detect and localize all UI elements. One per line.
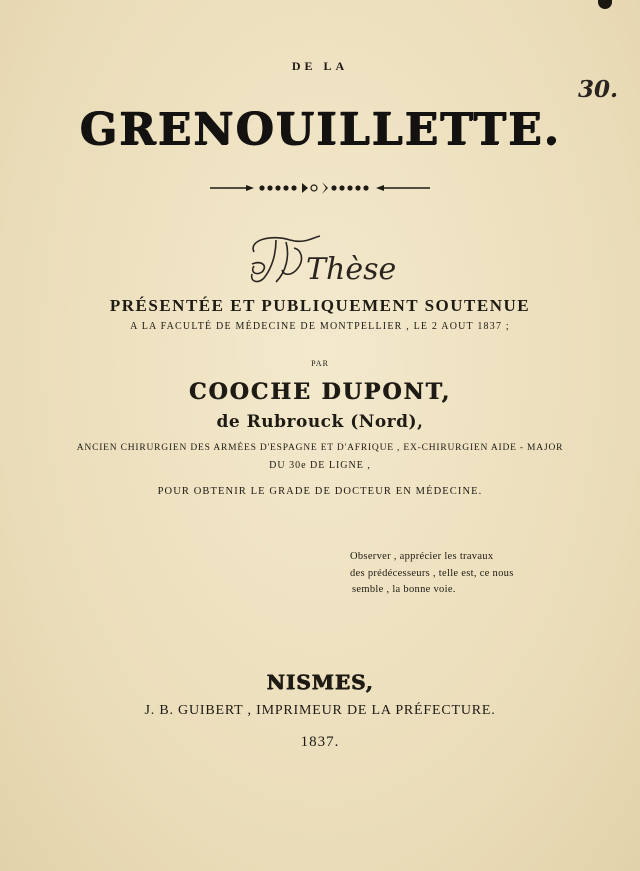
imprint-year: 1837. — [300, 734, 340, 750]
presentation-line: PRÉSENTÉE ET PUBLIQUEMENT SOUTENUE — [109, 296, 531, 315]
epigraph-line: des prédécesseurs , telle est, ce nous — [350, 567, 514, 579]
these-heading: Thèse — [306, 252, 397, 287]
degree-purpose: POUR OBTENIR LE GRADE DE DOCTEUR EN MÉDECINE. — [157, 486, 483, 497]
ornament-rule-icon — [210, 178, 430, 198]
author-name: COOCHE DUPONT, — [188, 379, 452, 405]
ornamental-rule — [0, 178, 640, 198]
ink-blot-mark — [598, 0, 612, 9]
epigraph-line: Observer , apprécier les travaux — [350, 551, 494, 562]
author-credentials-line-1: ANCIEN CHIRURGIEN DES ARMÉES D'ESPAGNE ET D'AFRIQUE , EX-CHIRURGIEN AIDE - MAJOR — [76, 443, 564, 453]
faculty-date-line: A LA FACULTÉ DE MÉDECINE DE MONTPELLIER , LE 2 AOUT 1837 ; — [130, 321, 510, 332]
pre-title: DE LA — [291, 59, 349, 73]
author-credentials-line-2: DU 30e DE LIGNE , — [269, 460, 371, 471]
epigraph — [350, 549, 550, 599]
main-title: GRENOUILLETTE. — [79, 104, 561, 155]
par-label: PAR — [311, 359, 329, 368]
imprint-printer: J. B. GUIBERT , IMPRIMEUR DE LA PRÉFECTURE. — [144, 703, 496, 718]
epigraph-line: semble , la bonne voie. — [352, 584, 456, 595]
handwritten-number: 30. — [578, 76, 619, 103]
author-origin: de Rubrouck (Nord), — [216, 412, 424, 432]
imprint-city: NISMES, — [266, 670, 374, 694]
